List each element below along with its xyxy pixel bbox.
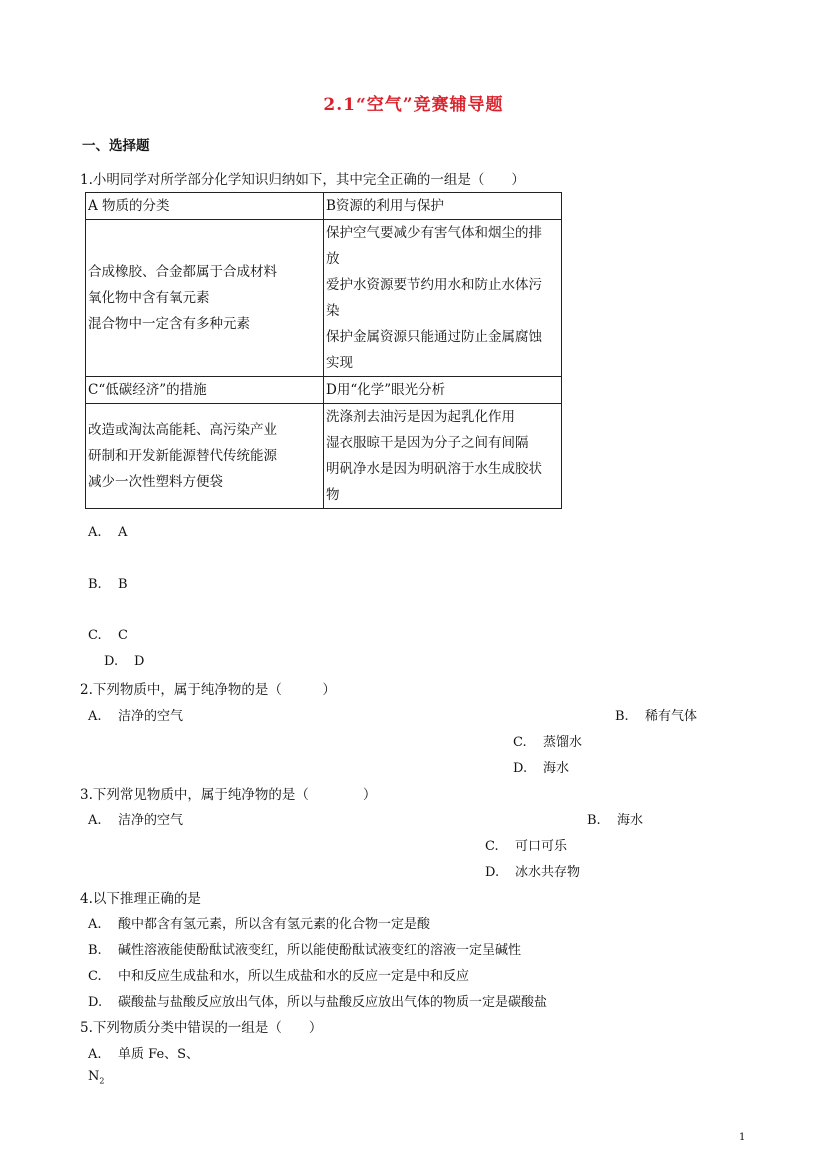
question-3-option-c[interactable]: C. 可口可乐 xyxy=(485,839,568,854)
question-5-stem: 5.下列物质分类中错误的一组是（ ） xyxy=(80,1020,323,1036)
question-4-stem: 4.以下推理正确的是 xyxy=(80,891,201,907)
question-4-option-c[interactable]: C. 中和反应生成盐和水，所以生成盐和水的反应一定是中和反应 xyxy=(88,969,470,984)
table-cell-d-body xyxy=(324,404,562,509)
table-cell-c-body xyxy=(86,404,324,509)
section-heading: 一、选择题 xyxy=(82,138,150,154)
question-4-option-a[interactable]: A. 酸中都含有氢元素，所以含有氢元素的化合物一定是酸 xyxy=(88,917,431,932)
table-line: 明矾净水是因为明矾溶于水生成胶状 xyxy=(326,461,542,477)
table-cell-c-head: C“低碳经济”的措施 xyxy=(86,377,324,404)
question-2-stem: 2.下列物质中，属于纯净物的是（ ） xyxy=(80,682,336,698)
question-3-stem: 3.下列常见物质中，属于纯净物的是（ ） xyxy=(80,787,377,803)
table-line: 洗涤剂去油污是因为起乳化作用 xyxy=(326,409,515,425)
table-cell-a-body xyxy=(86,220,324,377)
table-line: 实现 xyxy=(326,355,353,371)
question-5-option-a[interactable]: A. 单质 Fe、S、 xyxy=(88,1047,200,1062)
question-1-option-b[interactable]: B. B xyxy=(88,577,128,592)
question-5-option-a-continued: $N_2$ xyxy=(88,1069,105,1086)
question-1-stem: 1.小明同学对所学部分化学知识归纳如下，其中完全正确的一组是（ ） xyxy=(80,172,525,188)
question-4-option-b[interactable]: B. 碱性溶液能使酚酞试液变红，所以能使酚酞试液变红的溶液一定呈碱性 xyxy=(88,943,522,958)
page-number: 1 xyxy=(739,1132,746,1143)
question-3-option-a[interactable]: A. 洁净的空气 xyxy=(88,813,184,828)
table-line: 氧化物中含有氧元素 xyxy=(88,290,210,306)
question-2-option-c[interactable]: C. 蒸馏水 xyxy=(513,735,583,750)
question-4-option-d[interactable]: D. 碳酸盐与盐酸反应放出气体，所以与盐酸反应放出气体的物质一定是碳酸盐 xyxy=(88,995,548,1010)
question-3-option-d[interactable]: D. 冰水共存物 xyxy=(485,865,581,880)
table-line: 染 xyxy=(326,303,340,319)
table-line: 合成橡胶、合金都属于合成材料 xyxy=(88,264,277,280)
knowledge-table xyxy=(85,192,562,509)
table-line: 改造或淘汰高能耗、高污染产业 xyxy=(88,422,277,438)
question-1-option-d[interactable]: D. D xyxy=(104,654,145,669)
question-2-option-a[interactable]: A. 洁净的空气 xyxy=(88,709,184,724)
table-line: 放 xyxy=(326,251,340,267)
question-2-option-b[interactable]: B. 稀有气体 xyxy=(615,709,698,724)
table-line: 减少一次性塑料方便袋 xyxy=(88,474,223,490)
table-line: 保护空气要减少有害气体和烟尘的排 xyxy=(326,225,542,241)
question-1-option-a[interactable]: A. A xyxy=(88,525,128,540)
table-line: 爱护水资源要节约用水和防止水体污 xyxy=(326,277,542,293)
table-line: 湿衣服晾干是因为分子之间有间隔 xyxy=(326,435,529,451)
table-line: 物 xyxy=(326,487,340,503)
table-line: 研制和开发新能源替代传统能源 xyxy=(88,448,277,464)
question-3-option-b[interactable]: B. 海水 xyxy=(587,813,644,828)
table-cell-d-head: D用“化学”眼光分析 xyxy=(324,377,562,404)
table-line: 混合物中一定含有多种元素 xyxy=(88,316,250,332)
table-line: 保护金属资源只能通过防止金属腐蚀 xyxy=(326,329,542,345)
question-2-option-d[interactable]: D. 海水 xyxy=(513,761,570,776)
table-cell-a-head: A 物质的分类 xyxy=(86,193,324,220)
table-cell-b-body xyxy=(324,220,562,377)
page-title: 2.1“空气”竞赛辅导题 xyxy=(323,95,504,115)
table-cell-b-head: B资源的利用与保护 xyxy=(324,193,562,220)
question-1-option-c[interactable]: C. C xyxy=(88,628,128,643)
